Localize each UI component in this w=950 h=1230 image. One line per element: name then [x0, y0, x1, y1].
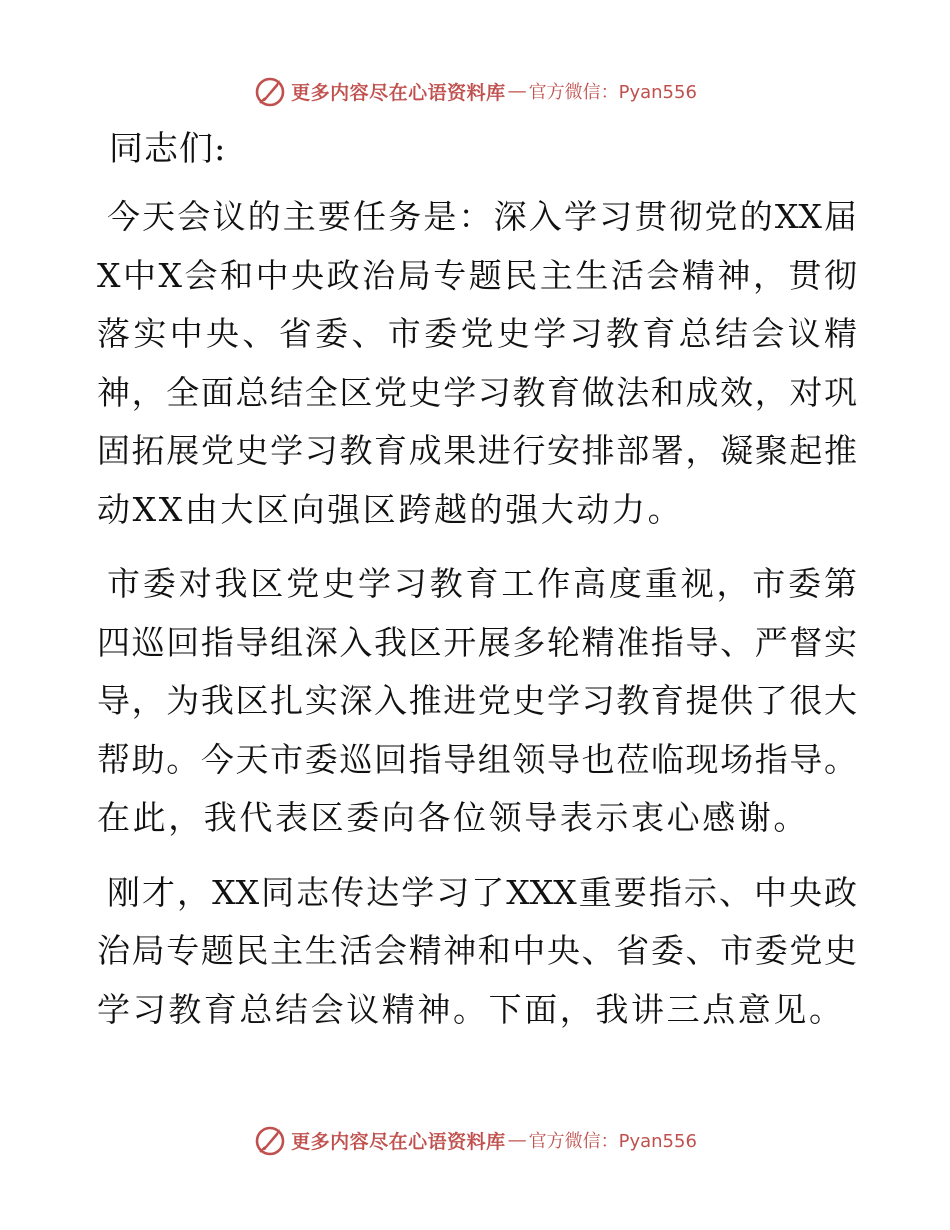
paragraph-line: X中X会和中央政治局专题民主生活会精神，贯彻 — [97, 255, 857, 295]
paragraph-line: 固拓展党史学习教育成果进行安排部署，凝聚起推 — [97, 431, 857, 470]
watermark-wechat: 官方微信：Pyan556 — [528, 1131, 697, 1152]
document-body — [97, 122, 857, 1055]
paragraph-line: 在此，我代表区委向各位领导表示衷心感谢。 — [97, 798, 809, 837]
paragraph-line: 治局专题民主生活会精神和中央、省委、市委党史 — [97, 931, 857, 970]
paragraph-line: 今天会议的主要任务是：深入学习贯彻党的XX届 — [107, 197, 857, 236]
paragraph-line: 帮助。今天市委巡回指导组领导也莅临现场指导。 — [97, 739, 857, 779]
watermark-wechat: 官方微信：Pyan556 — [528, 82, 697, 103]
watermark-separator: — — [507, 80, 527, 102]
paragraph-line: 落实中央、省委、市委党史学习教育总结会议精 — [97, 314, 857, 353]
greeting: 同志们: — [109, 129, 227, 169]
watermark-banner-top — [0, 71, 950, 111]
paragraph-line: 四巡回指导组深入我区开展多轮精准指导、严督实 — [97, 622, 857, 662]
paragraph-line: 学习教育总结会议精神。下面，我讲三点意见。 — [97, 989, 845, 1029]
paragraph-1 — [97, 188, 857, 539]
watermark-text: 更多内容尽在心语资料库 — [291, 1130, 506, 1153]
watermark-text: 更多内容尽在心语资料库 — [291, 81, 506, 104]
paragraph-2 — [97, 555, 857, 848]
quill-pen-circle-icon — [253, 1123, 287, 1157]
watermark-banner-bottom — [0, 1120, 950, 1160]
paragraph-line: 动XX由大区向强区跨越的强大动力。 — [97, 489, 684, 529]
paragraph-line: 市委对我区党史学习教育工作高度重视，市委第 — [107, 564, 857, 603]
watermark-separator: — — [507, 1129, 527, 1151]
paragraph-line: 神，全面总结全区党史学习教育做法和成效，对巩 — [97, 372, 857, 412]
paragraph-line: 刚才，XX同志传达学习了XXX重要指示、中央政 — [107, 872, 857, 912]
paragraph-line: 导，为我区扎实深入推进党史学习教育提供了很大 — [97, 681, 857, 720]
paragraph-3 — [97, 864, 857, 1040]
quill-pen-circle-icon — [253, 74, 287, 108]
